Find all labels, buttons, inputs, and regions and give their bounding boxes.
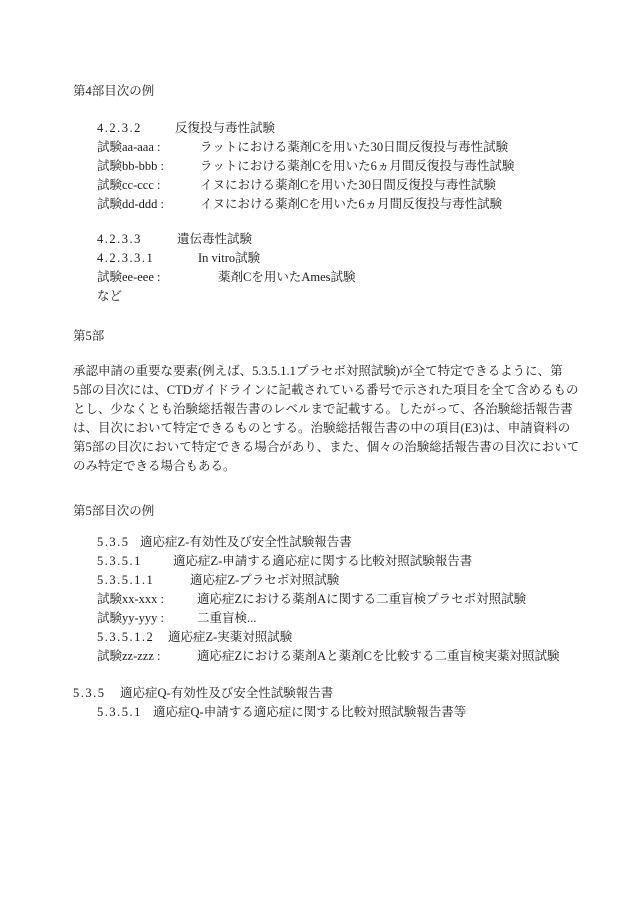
toc-line xyxy=(97,249,356,268)
toc-item-number: 4.2.3.3.1 xyxy=(97,251,155,265)
part5-paragraph xyxy=(73,362,579,476)
toc-item-label: 適応症Q-申請する適応症に関する比較対照試験報告書等 xyxy=(153,705,467,719)
toc-item-number: 試験yy-yyy : xyxy=(97,611,165,625)
toc-item-number: 4.2.3.3 xyxy=(97,232,142,246)
paragraph-line: は、目次において特定できるものとする。治験総括報告書の中の項目(E3)は、申請資料の xyxy=(73,421,571,435)
toc-line xyxy=(97,703,466,722)
paragraph-line: のみ特定できる場合もある。 xyxy=(73,459,236,473)
toc-etc-line: など xyxy=(97,289,123,303)
toc-item-label: 適応症Z-実薬対照試験 xyxy=(168,630,293,644)
toc-item-label: 適応症Z-申請する適応症に関する比較対照試験報告書 xyxy=(173,554,473,568)
part4-toc-block1 xyxy=(97,119,514,214)
part5-toc-heading: 第5部目次の例 xyxy=(73,504,155,518)
toc-item-number: 試験dd-ddd : xyxy=(97,197,165,211)
toc-item-number: 試験aa-aaa : xyxy=(97,140,161,154)
toc-item-number: 5.3.5 xyxy=(97,535,130,549)
toc-item-label: 反復投与毒性試験 xyxy=(175,121,276,135)
toc-line xyxy=(97,647,560,666)
part4-toc-heading: 第4部目次の例 xyxy=(73,84,155,98)
toc-item-label: 適応症Z-プラセボ対照試験 xyxy=(190,573,340,587)
part5-toc-footer-block xyxy=(73,684,466,722)
toc-item-number: 5.3.5.1 xyxy=(97,554,142,568)
part4-toc-block2 xyxy=(97,230,356,306)
toc-item-label: 二重盲検... xyxy=(197,611,257,625)
toc-item-number: 試験cc-ccc : xyxy=(97,178,161,192)
toc-item-label: イヌにおける薬剤Cを用いた6ヵ月間反復投与毒性試験 xyxy=(200,197,503,211)
toc-line xyxy=(97,138,514,157)
toc-item-label: 適応症Q-有効性及び安全性試験報告書 xyxy=(120,686,334,700)
toc-line xyxy=(97,230,356,249)
toc-item-number: 5.3.5 xyxy=(73,686,106,700)
toc-item-label: 遺伝毒性試験 xyxy=(177,232,253,246)
toc-line xyxy=(97,533,560,552)
toc-line xyxy=(97,176,514,195)
toc-line xyxy=(97,268,356,287)
toc-item-number: 試験bb-bbb : xyxy=(97,159,165,173)
part5-heading: 第5部 xyxy=(73,329,105,343)
toc-item-label: 適応症Z-有効性及び安全性試験報告書 xyxy=(140,535,352,549)
toc-item-number: 試験zz-zzz : xyxy=(97,649,161,663)
toc-item-number: 5.3.5.1 xyxy=(97,705,142,719)
toc-line xyxy=(97,195,514,214)
toc-item-label: ラットにおける薬剤Cを用いた30日間反復投与毒性試験 xyxy=(200,140,509,154)
toc-line xyxy=(97,571,560,590)
paragraph-line: 5部の目次には、CTDガイドラインに記載されている番号で示された項目を全て含めるもの xyxy=(73,383,579,397)
toc-line xyxy=(97,590,560,609)
toc-item-number: 5.3.5.1.2 xyxy=(97,630,155,644)
paragraph-line: とし、少なくとも治験総括報告書のレベルまで記載する。したがって、各治験総括報告書 xyxy=(73,402,573,416)
toc-line xyxy=(97,119,514,138)
toc-item-number: 試験ee-eee : xyxy=(97,270,161,284)
toc-item-label: イヌにおける薬剤Cを用いた30日間反復投与毒性試験 xyxy=(200,178,496,192)
toc-item-label: 適応症Zにおける薬剤Aと薬剤Cを比較する二重盲検実薬対照試験 xyxy=(197,649,560,663)
toc-line xyxy=(73,684,466,703)
toc-item-label: ラットにおける薬剤Cを用いた6ヵ月間反復投与毒性試験 xyxy=(200,159,515,173)
paragraph-line: 第5部の目次において特定できる場合があり、また、個々の治験総括報告書の目次において xyxy=(73,440,580,454)
toc-line xyxy=(97,609,560,628)
part5-toc-block xyxy=(97,533,560,666)
toc-line xyxy=(97,628,560,647)
toc-item-label: 適応症Zにおける薬剤Aに関する二重盲検プラセボ対照試験 xyxy=(197,592,527,606)
toc-item-label: 薬剤Cを用いたAmes試験 xyxy=(218,270,356,284)
toc-item-number: 試験xx-xxx : xyxy=(97,592,165,606)
paragraph-line: 承認申請の重要な要素(例えば、5.3.5.1.1プラセボ対照試験)が全て特定できるように、第 xyxy=(73,364,563,378)
toc-item-number: 5.3.5.1.1 xyxy=(97,573,155,587)
toc-item-number: 4.2.3.2 xyxy=(97,121,142,135)
toc-line xyxy=(97,157,514,176)
toc-line xyxy=(97,552,560,571)
toc-item-label: In vitro試験 xyxy=(198,251,261,265)
